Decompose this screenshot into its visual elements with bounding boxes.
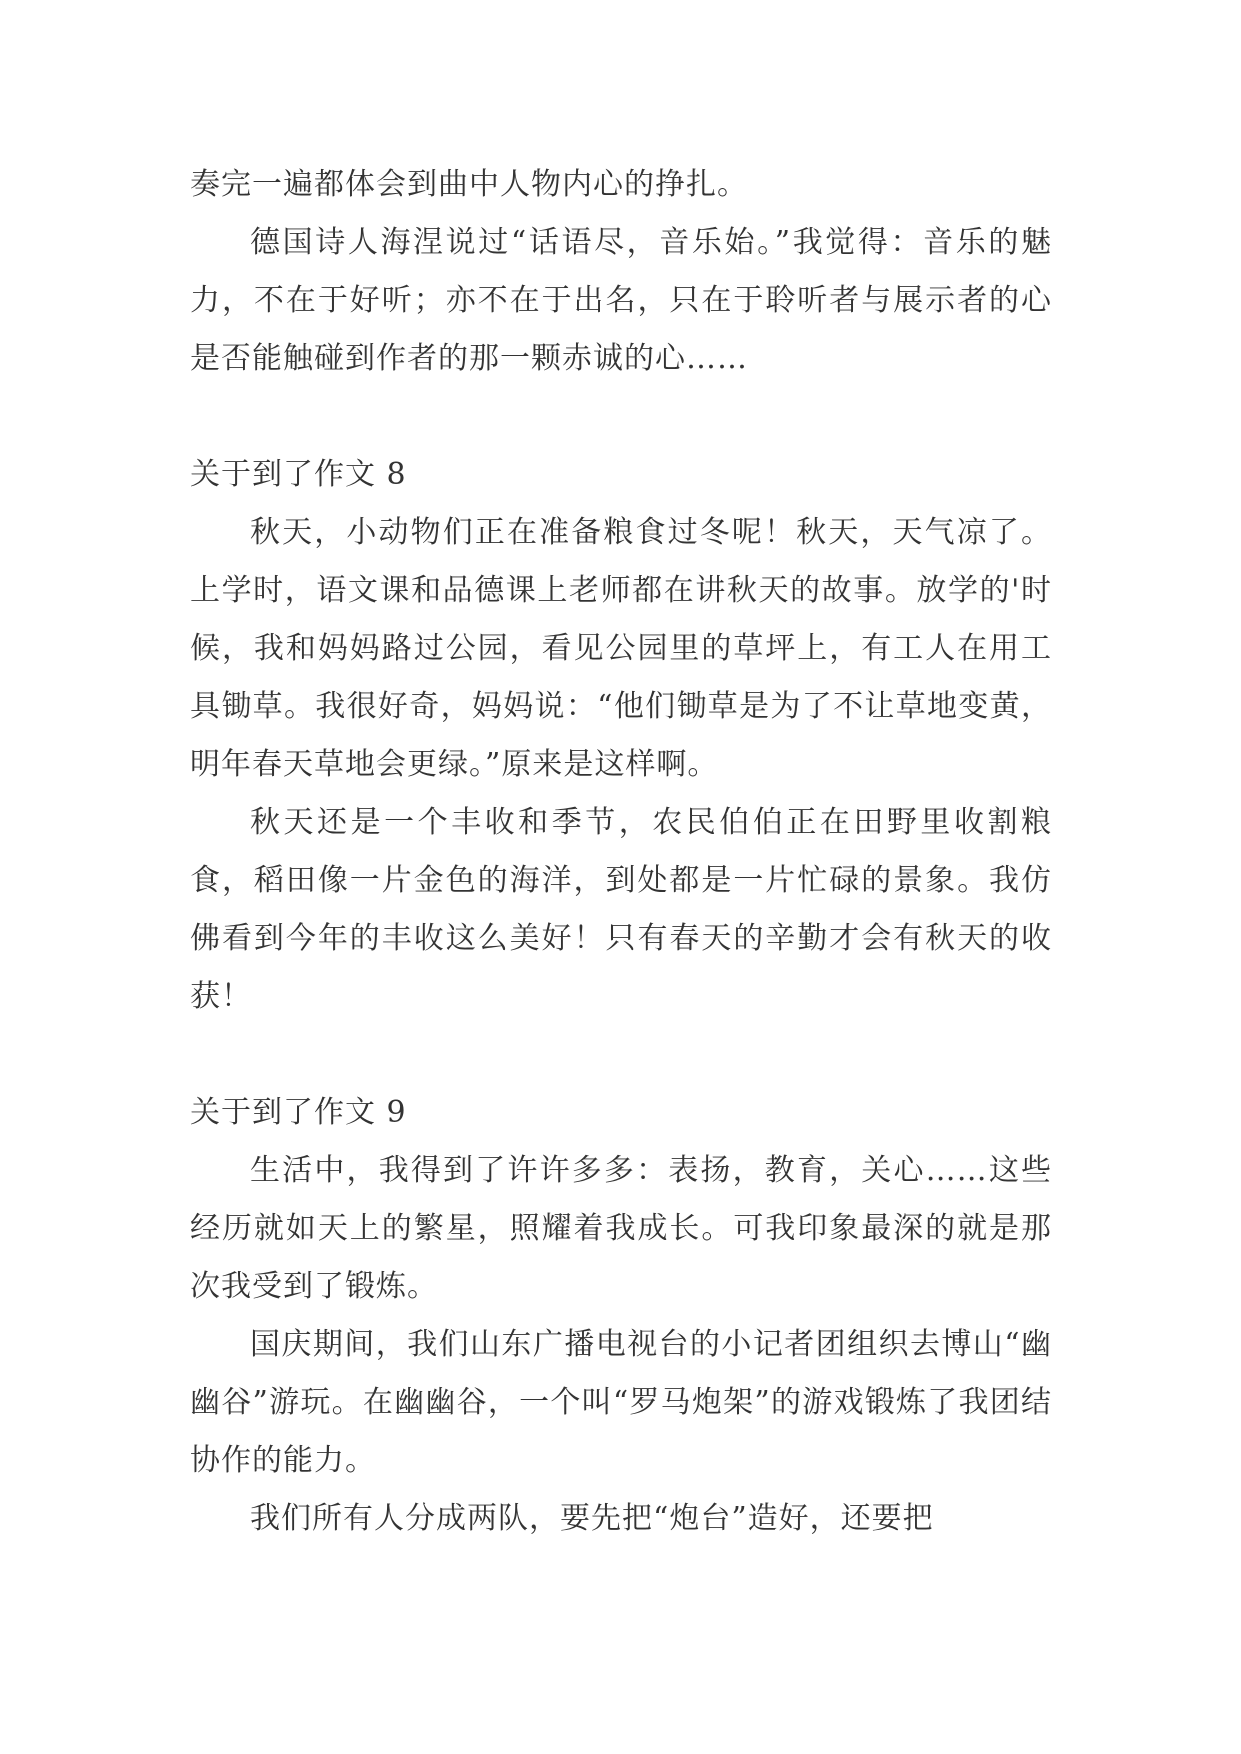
paragraph: 国庆期间，我们山东广播电视台的小记者团组织去博山“幽幽谷”游玩。在幽幽谷，一个叫“罗马炮架”的游戏锻炼了我团结协作的能力。: [190, 1327, 1052, 1478]
paragraph: 我们所有人分成两队，要先把“炮台”造好，还要把: [250, 1501, 934, 1536]
paragraph: 生活中，我得到了许许多多：表扬，教育，关心……这些经历就如天上的繁星，照耀着我成长。可我印象最深的就是那次我受到了锻炼。: [190, 1153, 1052, 1304]
essay-9-title: 关于到了作文 9: [190, 1095, 407, 1130]
essay-8-title: 关于到了作文 8: [190, 457, 407, 492]
essay-8-section: [190, 446, 1052, 1026]
paragraph: 秋天还是一个丰收和季节，农民伯伯正在田野里收割粮食，稻田像一片金色的海洋，到处都是一片忙碌的景象。我仿佛看到今年的丰收这么美好！只有春天的辛勤才会有秋天的收获！: [190, 805, 1052, 1014]
section-gap: [190, 388, 1052, 446]
paragraph: 德国诗人海涅说过“话语尽，音乐始。”我觉得：音乐的魅力，不在于好听；亦不在于出名，只在于聆听者与展示者的心是否能触碰到作者的那一颗赤诚的心……: [190, 225, 1052, 376]
section-gap: [190, 1026, 1052, 1084]
paragraph: 秋天，小动物们正在准备粮食过冬呢！秋天，天气凉了。上学时，语文课和品德课上老师都在讲秋天的故事。放学的'时候，我和妈妈路过公园，看见公园里的草坪上，有工人在用工具锄草。我很好奇，妈妈说：“他们锄草是为了不让草地变黄，明年春天草地会更绿。”原来是这样啊。: [190, 515, 1052, 782]
essay-9-section: [190, 1084, 1052, 1548]
document-page: [190, 156, 1052, 1548]
intro-section: [190, 156, 1052, 388]
continued-paragraph: 奏完一遍都体会到曲中人物内心的挣扎。: [190, 167, 748, 202]
